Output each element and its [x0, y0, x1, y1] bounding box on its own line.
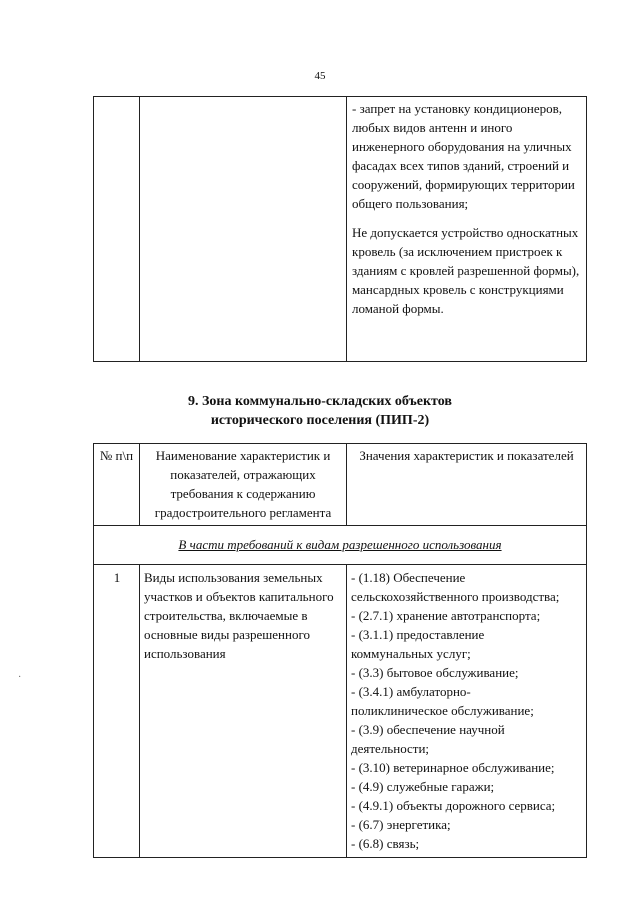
value-line: деятельности;: [351, 741, 430, 756]
value-line: - (3.4.1) амбулаторно-: [351, 684, 471, 699]
subsection-heading: В части требований к видам разрешенного использования: [94, 526, 587, 565]
table-header-row: [94, 444, 587, 526]
value-line: - (2.7.1) хранение автотранспорта;: [351, 608, 541, 623]
value-line: - (4.9.1) объекты дорожного сервиса;: [351, 798, 556, 813]
section-title-line-2: исторического поселения (ПИП-2): [210, 413, 430, 428]
value-line: - (3.1.1) предоставление: [351, 627, 485, 642]
table-row: [94, 565, 587, 858]
header-number: № п\п: [94, 444, 140, 526]
value-line: - (3.3) бытовое обслуживание;: [351, 665, 519, 680]
row-values: [347, 565, 587, 858]
table-subsection-row: [94, 526, 587, 565]
row-number: 1: [94, 565, 140, 858]
page-number: 45: [314, 70, 326, 82]
value-line: - (3.10) ветеринарное обслуживание;: [351, 760, 555, 775]
section-title-line-1: 9. Зона коммунально-складских объектов: [188, 394, 452, 409]
roof-restriction-paragraph: Не допускается устройство односкатных кровель (за исключением пристроек к зданиям с кровлей разрешенной формы), мансардных кровель с конструкциями ломаной формы.: [352, 225, 580, 316]
continuation-cell-name: [140, 97, 347, 362]
value-line: поликлиническое обслуживание;: [351, 703, 534, 718]
header-name: Наименование характеристик и показателей, отражающих требования к содержанию градостроительного регламента: [140, 444, 347, 526]
continuation-table: [93, 96, 587, 362]
stray-mark: ·: [18, 672, 22, 683]
value-line: коммунальных услуг;: [351, 646, 471, 661]
value-line: - (3.9) обеспечение научной: [351, 722, 505, 737]
value-line: - (6.7) энергетика;: [351, 817, 451, 832]
restriction-paragraph: - запрет на установку кондиционеров, любых видов антенн и иного инженерного оборудования на уличных фасадах всех типов зданий, строений и сооружений, формирующих территории общего пользования;: [352, 101, 575, 211]
zone-regulation-table: [93, 443, 587, 858]
continuation-cell-values: [347, 97, 587, 362]
continuation-cell-number: [94, 97, 140, 362]
value-line: - (4.9) служебные гаражи;: [351, 779, 495, 794]
header-value: Значения характеристик и показателей: [347, 444, 587, 526]
value-line: - (1.18) Обеспечение: [351, 570, 466, 585]
value-line: - (6.8) связь;: [351, 836, 420, 851]
value-line: сельскохозяйственного производства;: [351, 589, 560, 604]
row-name: Виды использования земельных участков и объектов капитального строительства, включаемые в основные виды разрешенного использования: [140, 565, 347, 858]
section-title: [0, 392, 640, 430]
